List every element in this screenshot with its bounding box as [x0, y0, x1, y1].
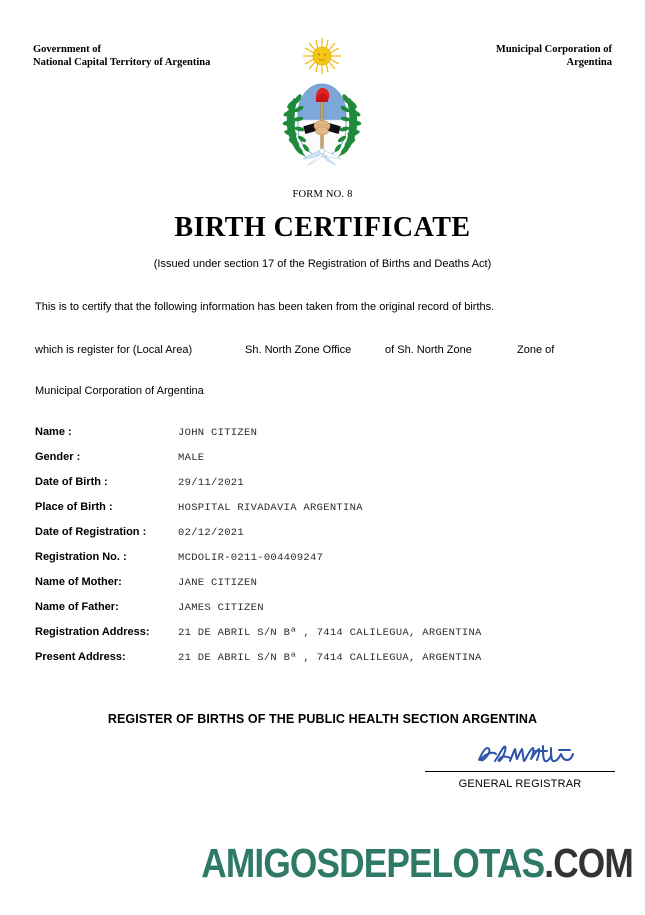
field-value-name: JOHN CITIZEN [178, 427, 258, 439]
document-subtitle: (Issued under section 17 of the Registration of Births and Deaths Act) [153, 258, 492, 270]
field-value-name-of-mother: JANE CITIZEN [178, 577, 258, 589]
field-label-place-of-birth: Place of Birth : [35, 501, 113, 513]
register-zone-value: of Sh. North Zone [385, 344, 472, 356]
field-row-registration-address [35, 626, 610, 651]
field-value-name-of-father: JAMES CITIZEN [178, 602, 264, 614]
header-right-line1: Municipal Corporation of [495, 44, 612, 55]
header-left-line1: Government of [33, 44, 101, 55]
municipality-line: Municipal Corporation of Argentina [35, 385, 204, 397]
field-value-date-of-registration: 02/12/2021 [178, 527, 245, 539]
field-row-date-of-registration [35, 526, 610, 551]
argentina-coat-of-arms-icon [272, 36, 372, 188]
field-label-registration-no: Registration No. : [35, 551, 127, 563]
field-row-gender [35, 451, 610, 476]
field-label-date-of-birth: Date of Birth : [35, 476, 108, 488]
form-number: FORM NO. 8 [292, 189, 353, 200]
field-label-name-of-father: Name of Father: [35, 601, 119, 613]
field-value-gender: MALE [178, 452, 205, 464]
field-value-present-address: 21 DE ABRIL S/N Bª , 7414 CALILEGUA, ARGENTINA [178, 652, 482, 664]
field-value-registration-address: 21 DE ABRIL S/N Bª , 7414 CALILEGUA, ARGENTINA [178, 627, 482, 639]
field-value-place-of-birth: HOSPITAL RIVADAVIA ARGENTINA [178, 502, 363, 514]
field-label-name: Name : [35, 426, 72, 438]
field-label-gender: Gender : [35, 451, 81, 463]
field-row-registration-no [35, 551, 610, 576]
certificate-fields [35, 426, 610, 676]
field-value-date-of-birth: 29/11/2021 [178, 477, 245, 489]
signature-mark-icon [473, 740, 583, 770]
header-right-line2: Argentina [566, 57, 612, 68]
header-right-authority [496, 43, 612, 69]
register-section-heading: REGISTER OF BIRTHS OF THE PUBLIC HEALTH SECTION ARGENTINA [107, 712, 538, 726]
certify-statement: This is to certify that the following information has been taken from the original record of births. [35, 301, 495, 313]
field-row-place-of-birth [35, 501, 610, 526]
field-label-registration-address: Registration Address: [35, 626, 150, 638]
field-value-registration-no: MCDOLIR-0211-004409247 [178, 552, 324, 564]
field-row-name-of-mother [35, 576, 610, 601]
field-row-name-of-father [35, 601, 610, 626]
field-label-name-of-mother: Name of Mother: [35, 576, 122, 588]
register-office-value: Sh. North Zone Office [245, 344, 352, 356]
field-row-date-of-birth [35, 476, 610, 501]
signature-caption: GENERAL REGISTRAR [458, 778, 582, 790]
field-label-present-address: Present Address: [35, 651, 126, 663]
field-row-name [35, 426, 610, 451]
register-area-label: which is register for (Local Area) [35, 344, 193, 356]
watermark-brand: AMIGOSDEPELOTAS [201, 840, 545, 886]
site-watermark [201, 840, 633, 887]
field-label-date-of-registration: Date of Registration : [35, 526, 147, 538]
watermark-tld: .COM [544, 840, 633, 886]
page-title: BIRTH CERTIFICATE [174, 212, 471, 243]
header-left-authority [33, 43, 210, 69]
signature-block [425, 740, 615, 800]
signature-line [425, 771, 615, 772]
register-zone-label: Zone of [517, 344, 555, 356]
field-row-present-address [35, 651, 610, 676]
header-left-line2: National Capital Territory of Argentina [33, 57, 211, 68]
